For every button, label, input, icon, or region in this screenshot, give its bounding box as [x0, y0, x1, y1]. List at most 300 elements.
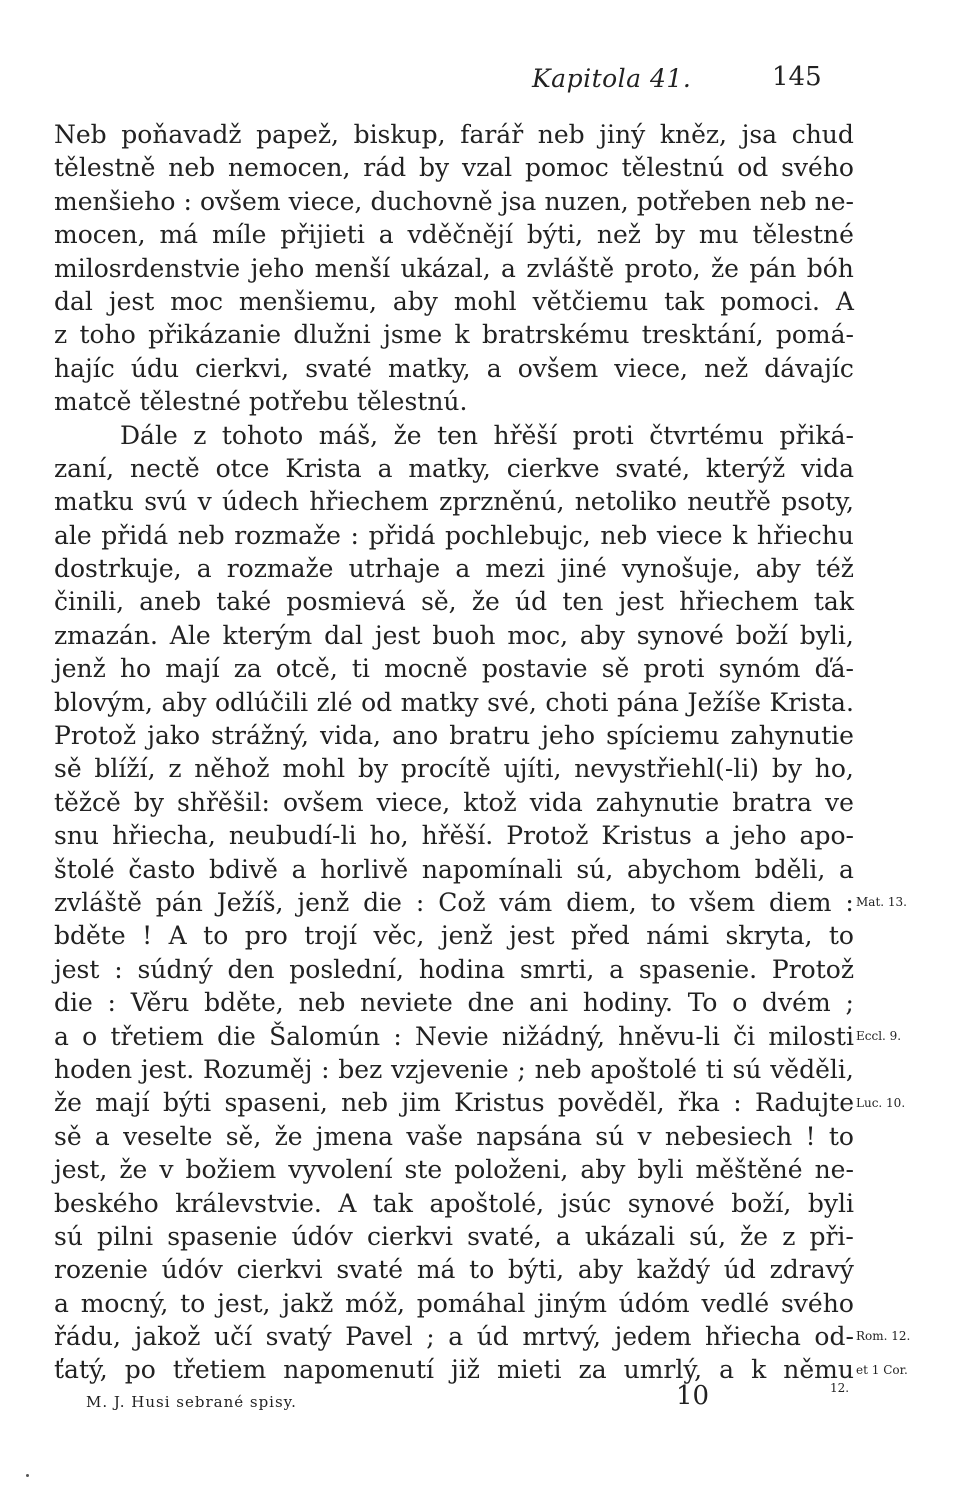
word: ti [351, 654, 370, 684]
word: hněvu-li [618, 1021, 720, 1051]
word: při- [809, 1221, 854, 1251]
word: každý [636, 1255, 711, 1285]
word: ovšem [200, 186, 281, 216]
text-line [54, 151, 854, 184]
word: nectě [129, 453, 200, 483]
word: pomoci. [720, 286, 820, 316]
word: jest [509, 921, 555, 951]
word: jakž [282, 1288, 334, 1318]
word: od [361, 687, 393, 717]
word: v [159, 1155, 174, 1185]
signature-mark: 10 [676, 1381, 710, 1411]
word: vyvolení [288, 1155, 393, 1185]
word: mu [698, 220, 739, 250]
word: smrti, [519, 954, 595, 984]
word: mocný, [80, 1288, 169, 1318]
word: bděli, [754, 854, 826, 884]
word: by [357, 754, 389, 784]
word: věděli, [770, 1054, 854, 1084]
word: tohoto [221, 420, 304, 450]
word: hřiecha, [112, 821, 216, 851]
word: v [637, 1121, 652, 1151]
word: že [274, 1121, 303, 1151]
word: A [835, 286, 854, 316]
word: vedlé [701, 1288, 770, 1318]
text-line [54, 1287, 854, 1320]
word: bratru [449, 721, 531, 751]
word: rozenie [54, 1255, 148, 1285]
word: aneb [139, 587, 202, 617]
text-line [54, 1187, 854, 1220]
word: tělestné [139, 387, 241, 417]
word: móž, [345, 1288, 405, 1318]
word: činili, [54, 587, 125, 617]
text-line [54, 452, 854, 485]
word: a [555, 1221, 571, 1251]
word: strážný, [211, 721, 309, 751]
word: býti [162, 1088, 212, 1118]
word: viece, [376, 787, 451, 817]
word: rád [363, 153, 407, 183]
word: bděte [54, 921, 126, 951]
word: Protož [771, 954, 854, 984]
word: To [687, 988, 718, 1018]
word: otce [215, 453, 270, 483]
word: choti [545, 687, 609, 717]
word: jenž [54, 654, 106, 684]
word: by [418, 153, 450, 183]
text-line [54, 719, 854, 752]
word: Protož [506, 821, 589, 851]
word: hoden [54, 1054, 133, 1084]
word: a [448, 1322, 464, 1352]
word: zvláště [54, 887, 142, 917]
text-line [54, 953, 854, 986]
word: proto, [624, 253, 701, 283]
text-line [54, 1086, 854, 1119]
word: byli [807, 1188, 854, 1218]
word: ktož [463, 787, 517, 817]
word: sú, [576, 854, 614, 884]
word: že [471, 587, 500, 617]
word: mohl [282, 754, 346, 784]
word: štolé [54, 854, 115, 884]
word: jako [147, 721, 201, 751]
word: ho [119, 654, 152, 684]
text-line [54, 252, 854, 285]
word: potřebu [248, 387, 349, 417]
word: pomoc [524, 153, 609, 183]
word: netoliko [574, 487, 677, 517]
word: poňavadž [121, 120, 242, 149]
word: úd [476, 1322, 509, 1352]
word: umrlý, [623, 1355, 703, 1385]
word: tělestně [54, 153, 156, 183]
word: menšieho [54, 186, 176, 216]
word: neb [759, 186, 807, 216]
word: že [711, 253, 739, 283]
word: cierkvi [236, 1255, 323, 1285]
word: neb [341, 1088, 389, 1118]
word: ukázali [584, 1221, 676, 1251]
word: ten [437, 420, 479, 450]
word: pilni [97, 1221, 154, 1251]
text-line [54, 185, 854, 218]
word: to [828, 921, 854, 951]
word: aby [392, 286, 438, 316]
word: svatý [265, 1322, 332, 1352]
word: neb [177, 520, 225, 550]
word: napsána [476, 1121, 582, 1151]
word: a [455, 554, 471, 584]
word: neutřě [687, 487, 771, 517]
word: úd [723, 1255, 756, 1285]
word: a [501, 253, 516, 283]
word: : [393, 1021, 402, 1051]
word: byli [637, 1155, 684, 1185]
word: sě, [225, 1121, 262, 1151]
margin-reference: et 1 Cor. [856, 1362, 908, 1377]
word: bez [338, 1054, 383, 1084]
word: jiný [599, 120, 646, 149]
word: dal [324, 620, 364, 650]
word: údech [222, 487, 300, 517]
word: Ale [169, 620, 211, 650]
word: viece, [288, 186, 363, 216]
word: vida [529, 787, 583, 817]
text-line [54, 786, 854, 819]
word: přijieti [280, 220, 365, 250]
word: blíží, [94, 754, 156, 784]
word: toho [79, 320, 136, 350]
word: hodiny. [582, 988, 673, 1018]
word: pán [749, 253, 797, 283]
word: dlužni [293, 320, 371, 350]
word: jmena [315, 1121, 394, 1151]
word: vzal [461, 153, 513, 183]
word: : [350, 520, 359, 550]
word: zahynutie [595, 787, 720, 817]
word: to [828, 1121, 854, 1151]
word: matky, [388, 353, 471, 383]
word: dvém [762, 988, 831, 1018]
word: než [596, 220, 641, 250]
word: kněz, [659, 120, 727, 149]
word: králevstvie. [175, 1188, 322, 1218]
word: jeho [732, 821, 787, 851]
word: údóv [161, 1255, 223, 1285]
word: mocně [384, 654, 468, 684]
word: těžcě [54, 787, 121, 817]
word: svaté [305, 353, 372, 383]
word: diem [768, 887, 832, 917]
word: hřěší. [421, 821, 494, 851]
word: k [751, 1355, 767, 1385]
word: biskup, [353, 120, 446, 149]
word: zlé [316, 687, 353, 717]
word: bdivě [208, 854, 278, 884]
word: bděte, [204, 988, 284, 1018]
word: odlúčili [215, 687, 309, 717]
word: : [415, 887, 425, 917]
word: ste [404, 1155, 443, 1185]
word: veselte [123, 1121, 213, 1151]
word: dne [467, 988, 515, 1018]
word: nižádný, [501, 1021, 605, 1051]
word: ne- [814, 186, 854, 216]
text-line [54, 853, 854, 886]
word: pověděl, [557, 1088, 665, 1118]
page-number: 145 [772, 62, 822, 92]
word: než [704, 353, 749, 383]
word: proti [572, 420, 634, 450]
word: od- [814, 1322, 854, 1352]
word: řádu, [54, 1322, 121, 1352]
word: mieti [496, 1355, 562, 1385]
word: že [119, 1155, 148, 1185]
word: svaté, [615, 453, 691, 483]
word: jim [401, 1088, 441, 1118]
running-head-chapter: Kapitola 41. [532, 64, 692, 93]
word: proti [643, 654, 705, 684]
word: také [216, 587, 272, 617]
word: jeho [250, 253, 305, 283]
word: diem, [566, 887, 637, 917]
word: neb [534, 1054, 582, 1084]
word: hřiechem [309, 487, 429, 517]
word: býti, [526, 220, 584, 250]
text-line [54, 652, 854, 685]
word: své, [487, 687, 537, 717]
word: hřiecha [705, 1322, 801, 1352]
word: a [704, 821, 720, 851]
word: ujíti, [503, 754, 562, 784]
word: zahynutie [730, 721, 854, 751]
word: spíciemu [606, 721, 720, 751]
word: napomenutí [283, 1355, 435, 1385]
text-line [54, 752, 854, 785]
word: synové [636, 620, 724, 650]
word: : [733, 1088, 742, 1118]
word: shřěšil: [177, 787, 270, 817]
word: Nevie [415, 1021, 489, 1051]
word: papež, [256, 120, 339, 149]
word: snu [54, 821, 100, 851]
word: : [321, 1054, 330, 1084]
word: spaseni, [224, 1088, 328, 1118]
word: po [124, 1355, 156, 1385]
word: a [54, 1288, 69, 1318]
word: psoty, [781, 487, 854, 517]
word: přidá [101, 520, 169, 550]
word: ho, [814, 754, 854, 784]
word: Kristus [454, 1088, 545, 1118]
word: nebesiech [664, 1121, 793, 1151]
word: milosti [768, 1021, 854, 1051]
word: neb [537, 120, 585, 149]
word: námi [646, 921, 709, 951]
word: němu [783, 1355, 854, 1385]
body-text [54, 118, 911, 1395]
word: tresktání, [641, 320, 764, 350]
text-line [54, 686, 854, 719]
word: ho, [369, 821, 409, 851]
word: rozmaže [226, 554, 334, 584]
word: ! [142, 921, 153, 951]
word: aby [161, 687, 207, 717]
word: pána [617, 687, 679, 717]
word: postavie [481, 654, 588, 684]
word: božiem [185, 1155, 277, 1185]
word: menšiemu, [238, 286, 377, 316]
word: boží [735, 620, 788, 650]
margin-reference: Luc. 10. [856, 1095, 906, 1110]
word: apo- [799, 821, 854, 851]
word: sú [595, 1121, 625, 1151]
word: buoh [432, 620, 496, 650]
word: mocen, [54, 220, 146, 250]
word: napomínali [421, 854, 563, 884]
word: pochlebujc, [445, 520, 591, 550]
word: ve [825, 787, 854, 817]
word: údóv [291, 1221, 353, 1251]
word: : [107, 988, 116, 1018]
word: ano [392, 721, 439, 751]
word: synóm [718, 654, 801, 684]
word: tak [813, 587, 854, 617]
word: Neb [54, 120, 107, 149]
word: že [740, 1221, 769, 1251]
word: neb [600, 520, 648, 550]
word: z [54, 320, 68, 350]
margin-reference: 12. [830, 1380, 850, 1395]
word: sě [54, 754, 82, 784]
word: die [54, 988, 93, 1018]
text-line [54, 1053, 854, 1086]
word: máš, [318, 420, 379, 450]
word: cierkvi, [195, 353, 290, 383]
word: přiká- [779, 420, 854, 450]
word: že [54, 1088, 82, 1118]
word: ! [805, 1121, 816, 1151]
word: hřiechu [756, 520, 854, 550]
word: učí [214, 1322, 253, 1352]
word: ti [705, 1054, 724, 1084]
word: pro [244, 921, 288, 951]
word: za [578, 1355, 607, 1385]
word: zprzněnú, [439, 487, 565, 517]
word: beského [54, 1188, 159, 1218]
text-line [54, 1320, 854, 1353]
word: : [845, 887, 854, 917]
text-line [54, 1353, 854, 1386]
word: A [338, 1188, 357, 1218]
word: bóh [806, 253, 854, 283]
word: a [486, 353, 502, 383]
word: svého [781, 153, 854, 183]
word: třetiem [110, 1021, 204, 1051]
word: vám [499, 887, 553, 917]
word: údóm [618, 1288, 690, 1318]
word: neubudí-li [228, 821, 357, 851]
word: řka [677, 1088, 720, 1118]
word: aby [579, 620, 625, 650]
word: sě [601, 654, 630, 684]
word: ďá- [814, 654, 854, 684]
word: menší [314, 253, 391, 283]
word: hodina [418, 954, 505, 984]
word: Pavel [345, 1322, 413, 1352]
word: či [733, 1021, 756, 1051]
word: matcě [54, 387, 132, 417]
word: dostrkuje, [54, 554, 182, 584]
word: má [416, 1255, 456, 1285]
word: Ježíše [687, 687, 762, 717]
word: míle [211, 220, 267, 250]
word: rozmaže [234, 520, 341, 550]
word: neb [168, 153, 216, 183]
word: utrhaje [348, 554, 441, 584]
word: hřiechem [679, 587, 799, 617]
word: jenž [297, 887, 350, 917]
text-line [54, 385, 854, 418]
word: Rozuměj [202, 1054, 313, 1084]
word: viece, [614, 353, 688, 383]
word: dal [54, 286, 93, 316]
word: Dále [120, 420, 178, 450]
word: zvláště [526, 253, 615, 283]
text-line [54, 919, 854, 952]
word: : [114, 954, 123, 984]
word: farář [460, 120, 524, 149]
word: vaše [406, 1121, 463, 1151]
word: též [815, 554, 854, 584]
word: jenž [440, 921, 493, 951]
word: kterýž [705, 453, 786, 483]
word: jest [618, 587, 664, 617]
word: die [217, 1021, 256, 1051]
word: cierkve [506, 453, 600, 483]
word: matky, [408, 453, 491, 483]
text-line [54, 552, 854, 585]
text-line [54, 352, 854, 385]
word: spasenie. [638, 954, 758, 984]
word: ovšem [283, 787, 364, 817]
word: nuzen, [544, 186, 629, 216]
word: třetiem [172, 1355, 267, 1385]
word: sě [54, 1121, 82, 1151]
word: A [168, 921, 187, 951]
word: tělestnú [621, 153, 725, 183]
word: to [469, 1255, 495, 1285]
word: svaté [336, 1255, 404, 1285]
word: zdravý [769, 1255, 854, 1285]
text-line [54, 118, 854, 151]
word: moc [170, 286, 223, 316]
word: svaté, [467, 1221, 542, 1251]
word: matky [400, 687, 479, 717]
word: a [839, 854, 854, 884]
word: abychom [626, 854, 741, 884]
word: sě, [421, 587, 457, 617]
word: aby [577, 1255, 623, 1285]
word: Ježíš, [216, 887, 284, 917]
word: zaní, [54, 453, 115, 483]
word: to [180, 1288, 206, 1318]
margin-reference: Eccl. 9. [856, 1028, 902, 1043]
word: poslední, [289, 954, 404, 984]
word: neviete [360, 988, 453, 1018]
